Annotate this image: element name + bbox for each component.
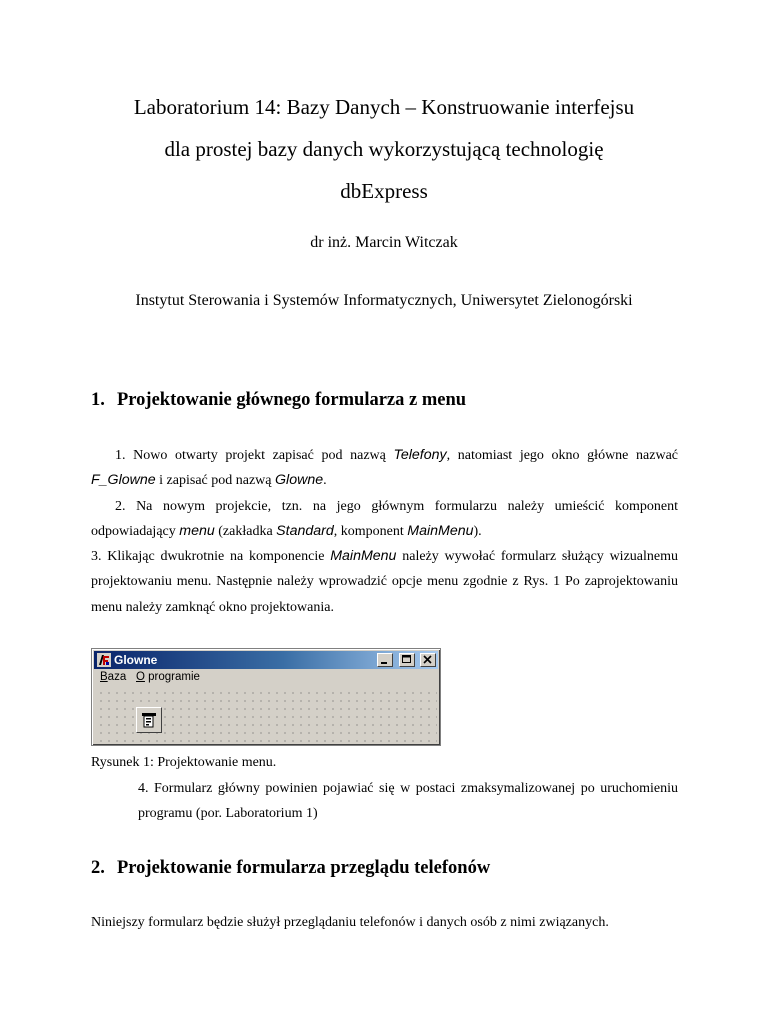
title-line-2: dla prostej bazy danych wykorzystującą technologię: [164, 137, 604, 161]
mainmenu-component-icon: [137, 708, 161, 732]
figure-caption: Rysunek 1: Projektowanie menu.: [91, 755, 277, 770]
section-1-heading: [91, 388, 466, 412]
section-2-number: 2.: [91, 858, 105, 878]
window-controls: [375, 653, 436, 667]
minimize-button[interactable]: [377, 653, 393, 667]
step-4: 4. Formularz główny powinien pojawiać się w postaci zmaksymalizowanej po uruchomieniu programu (por. Laboratorium 1): [138, 781, 678, 822]
window-title: Glowne: [114, 653, 158, 667]
title-line-3: dbExpress: [340, 179, 428, 203]
menu-item-baza[interactable]: Baza: [100, 671, 127, 683]
section-2-heading: [91, 856, 490, 880]
menu-item-o-programie[interactable]: O programie: [136, 671, 200, 683]
close-icon: [421, 654, 435, 666]
step-1: 1. Nowo otwarty projekt zapisać pod nazwą Telefony, natomiast jego okno główne nazwać F_Glowne i zapisać pod nazwą Glowne.: [91, 447, 678, 489]
section-1-steps: [91, 443, 678, 620]
affiliation: Instytut Sterowania i Systemów Informatycznych, Uniwersytet Zielonogórski: [135, 292, 633, 309]
window-titlebar[interactable]: [94, 651, 438, 669]
application-icon: [97, 653, 111, 667]
step-2: 2. Na nowym projekcie, tzn. na jego głównym formularzu należy umieścić komponent odpowiadający menu (zakładka Standard, komponent MainMenu).: [91, 498, 678, 539]
author-name: dr inż. Marcin Witczak: [310, 234, 458, 251]
menu-bar: [94, 669, 438, 686]
form-design-grid: [95, 687, 437, 742]
section-1-title: Projektowanie głównego formularza z menu: [117, 390, 467, 410]
section-2-intro: Niniejszy formularz będzie służył przeglądaniu telefonów i danych osób z nimi związanych.: [91, 915, 609, 930]
maximize-icon: [400, 654, 414, 666]
minimize-icon: [378, 654, 392, 666]
form-window-figure: [91, 648, 441, 746]
step-3: 3. Klikając dwukrotnie na komponencie MainMenu należy wywołać formularz służący wizualnemu projektowaniu menu. Następnie należy wprowadzić opcje menu zgodnie z Rys. 1 Po zaprojektowaniu menu należy zamknąć okno projektowania.: [91, 548, 678, 615]
section-1-number: 1.: [91, 390, 105, 410]
section-2-title: Projektowanie formularza przeglądu telefonów: [117, 858, 491, 878]
maximize-button[interactable]: [399, 653, 415, 667]
document-title: [60, 86, 708, 212]
close-button[interactable]: [420, 653, 436, 667]
title-line-1: Laboratorium 14: Bazy Danych – Konstruowanie interfejsu: [133, 95, 635, 119]
mainmenu-component[interactable]: [136, 707, 162, 733]
